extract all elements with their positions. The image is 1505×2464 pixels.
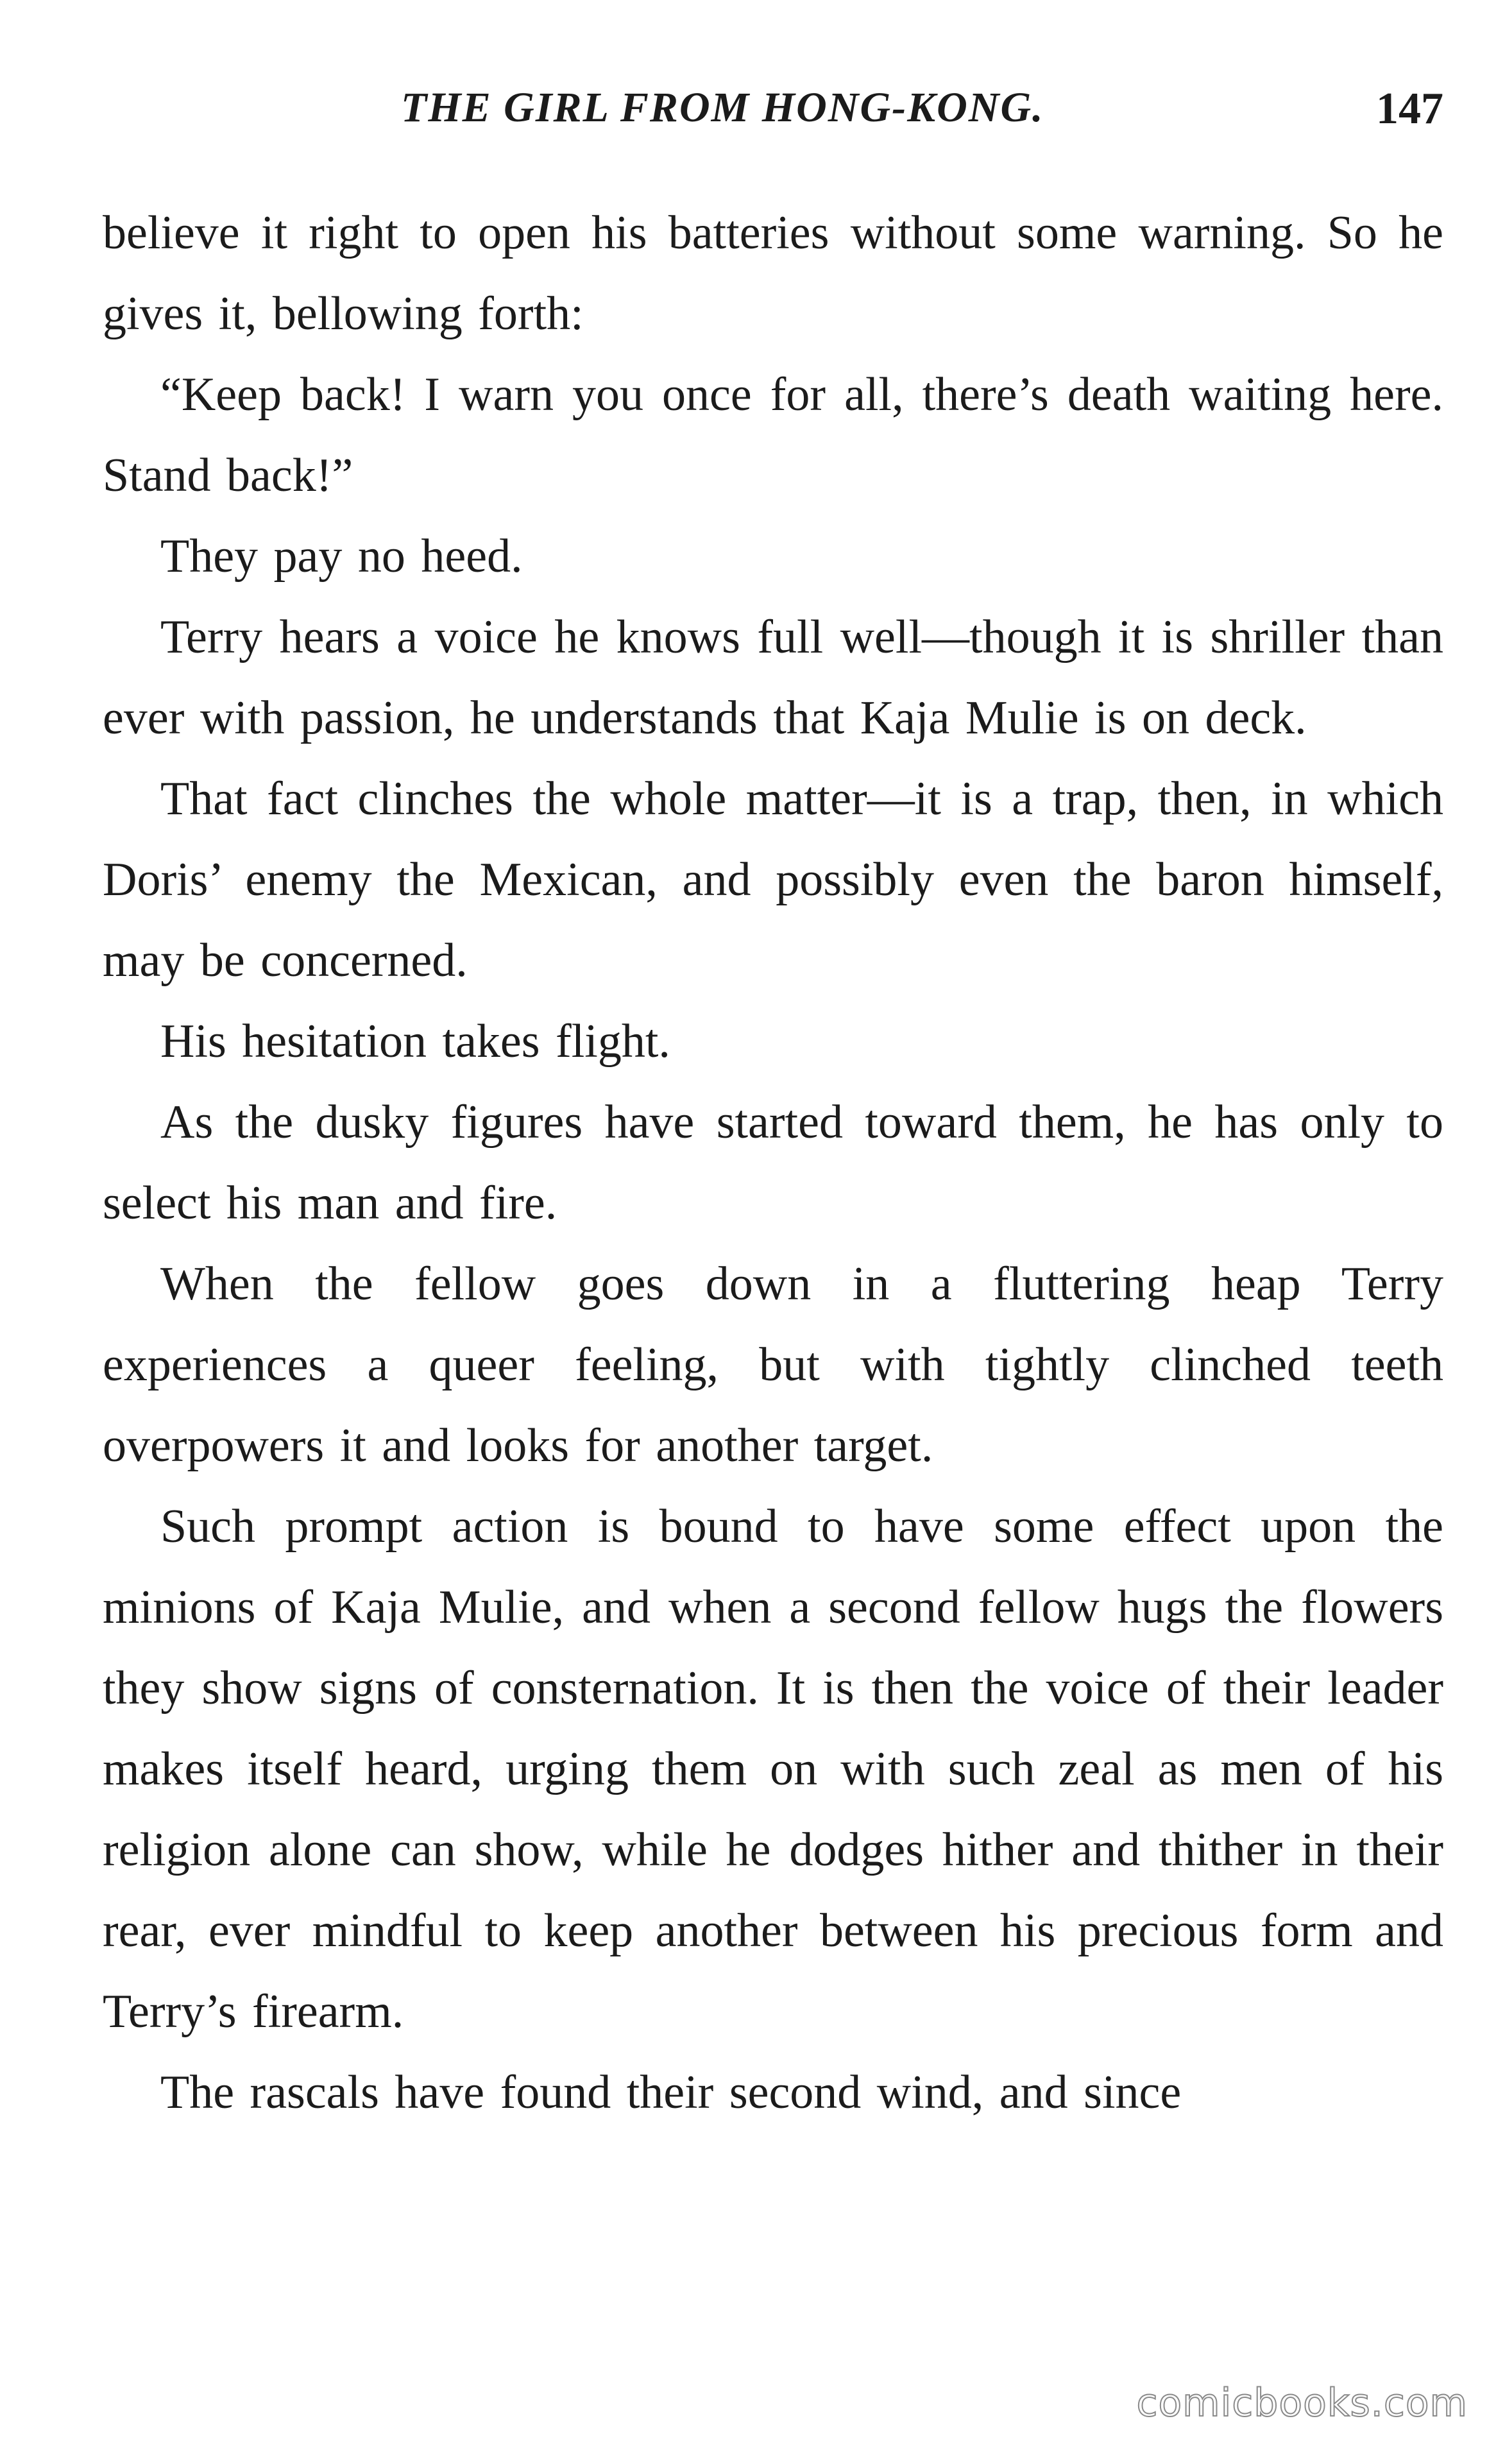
- paragraph: As the dusky figures have started toward them, he has only to select his man and fire.: [103, 1096, 1443, 1229]
- paragraph: Such prompt action is bound to have some effect upon the minions of Kaja Mulie, and when a second fellow hugs the flowers they show signs of consternation. It is then the voice of their leader makes itself heard, urging them on with such zeal as men of his religion alone can show, while he dodges hither and thither in their rear, ever mindful to keep another between his precious form and Terry’s firearm.: [103, 1500, 1443, 2038]
- paragraph: Terry hears a voice he knows full well—though it is shriller than ever with passion, he understands that Kaja Mulie is on deck.: [103, 611, 1443, 744]
- paragraph: That fact clinches the whole matter—it is a trap, then, in which Doris’ enemy the Mexican, and possibly even the baron himself, may be concerned.: [103, 773, 1443, 987]
- paragraph: The rascals have found their second wind, and since: [160, 2066, 1182, 2119]
- paragraph: believe it right to open his batteries without some warning. So he gives it, bellowing forth:: [103, 207, 1443, 340]
- page-body: [103, 193, 1443, 2133]
- paragraph: They pay no heed.: [160, 530, 523, 583]
- running-title: THE GIRL FROM HONG-KONG.: [401, 84, 1044, 131]
- page-number: 147: [1376, 84, 1443, 133]
- watermark: comicbooks.com: [1136, 2381, 1468, 2426]
- paragraph: When the fellow goes down in a fluttering heap Terry experiences a queer feeling, but with tightly clinched teeth overpowers it and looks for another target.: [103, 1258, 1443, 1472]
- paragraph: His hesitation takes flight.: [160, 1015, 670, 1068]
- page-header: [103, 83, 1443, 141]
- paragraph: “Keep back! I warn you once for all, there’s death waiting here. Stand back!”: [103, 368, 1443, 502]
